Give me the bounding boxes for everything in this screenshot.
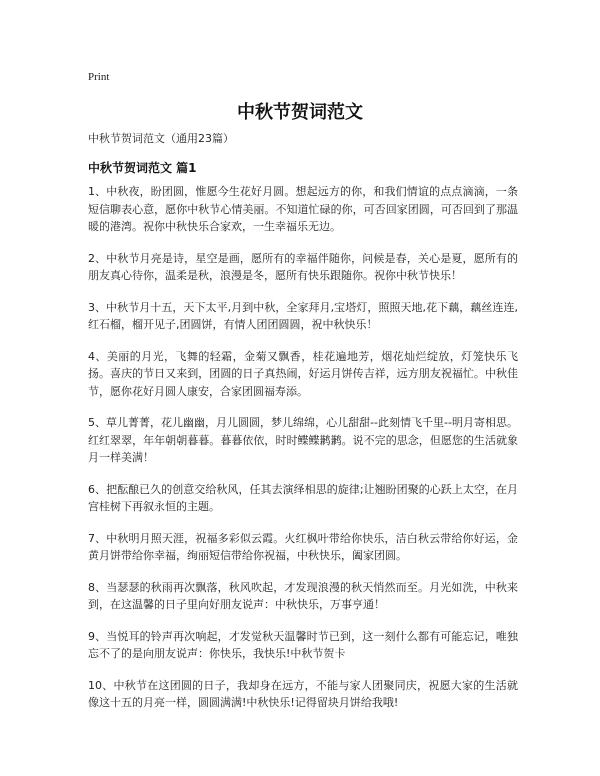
article-body [88,183,518,726]
paragraph-5: 5、草儿菁菁，花儿幽幽，月儿圆圆，梦儿绵绵，心儿甜甜--此刻情飞千里--明月寄相思。红红翠翠，年年朝朝暮暮。暮暮依依，时时鲽鲽鹣鹣。说不完的思念，但愿您的生活就象月一样美满！ [88,416,518,464]
document-subtitle: 中秋节贺词范文（通用23篇） [88,132,234,145]
paragraph-2: 2、中秋节月亮是诗，星空是画，愿所有的幸福伴随你，问候是春，关心是夏，愿所有的朋友真心待你，温柔是秋，浪漫是冬，愿所有快乐跟随你。祝你中秋节快乐！ [88,251,518,282]
paragraph-3: 3、中秋节月十五，天下太平,月到中秋，全家拜月,宝塔灯，照照天地,花下藕，藕丝连连,红石榴，榴开见子,团圆饼，有情人团团圆圆，祝中秋快乐！ [88,300,518,331]
paragraph-7: 7、中秋明月照天涯，祝福多彩似云霞。火红枫叶带给你快乐，洁白秋云带给你好运，金黄月饼带给你幸福，绚丽短信带给你祝福，中秋快乐，阖家团圆。 [88,531,518,562]
paragraph-6: 6、把酝酿已久的创意交给秋风，任其去演绎相思的旋律;让翘盼团聚的心跃上太空，在月宫桂树下再叙永恒的主题。 [88,482,518,513]
paragraph-9: 9、当悦耳的铃声再次响起，才发觉秋天温馨时节已到，这一刻什么都有可能忘记，唯独忘不了的是向朋友说声：你快乐，我快乐!中秋节贺卡 [88,629,518,660]
paragraph-4: 4、美丽的月光，飞舞的轻霜，金菊又飘香，桂花遍地芳，烟花灿烂绽放，灯笼快乐飞扬。喜庆的节日又来到，团圆的日子真热闹，好运月饼传吉祥，远方朋友祝福忙。中秋佳节，愿你花好月圆人康安，合家团圆福寿添。 [88,349,518,398]
section-heading: 中秋节贺词范文 篇1 [88,161,197,175]
page-title: 中秋节贺词范文 [237,102,363,123]
paragraph-1: 1、中秋夜，盼团圆，惟愿今生花好月圆。想起远方的你，和我们情谊的点点滴滴，一条短信聊表心意，愿你中秋节心情美丽。不知道忙碌的你，可否回家团圆，可否回到了那温暖的港湾。祝你中秋快乐合家欢，一生幸福乐无边。 [88,185,518,233]
print-link[interactable]: Print [88,71,110,83]
paragraph-8: 8、当瑟瑟的秋雨再次飘落，秋风吹起，才发现浪漫的秋天悄然而至。月光如洗，中秋来到，在这温馨的日子里向好朋友说声：中秋快乐，万事亨通！ [88,580,518,611]
paragraph-10: 10、中秋节在这团圆的日子，我却身在远方，不能与家人团聚同庆，祝愿大家的生活就像这十五的月亮一样，圆圆满满!中秋快乐!记得留块月饼给我哦! [88,678,518,709]
